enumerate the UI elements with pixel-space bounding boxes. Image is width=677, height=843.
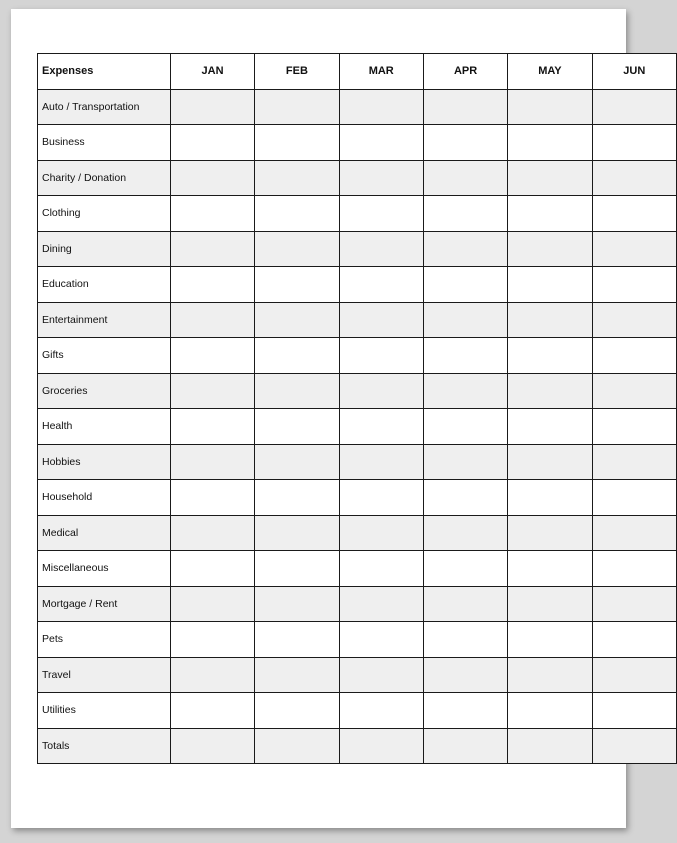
amount-cell-apr[interactable]	[423, 302, 507, 338]
amount-cell-may[interactable]	[508, 231, 592, 267]
amount-cell-jan[interactable]	[170, 551, 254, 587]
amount-cell-jan[interactable]	[170, 480, 254, 516]
amount-cell-mar[interactable]	[339, 622, 423, 658]
amount-cell-jun[interactable]	[592, 480, 676, 516]
table-row	[38, 302, 677, 338]
amount-cell-apr[interactable]	[423, 728, 507, 764]
amount-cell-jun[interactable]	[592, 586, 676, 622]
amount-cell-feb[interactable]	[255, 231, 339, 267]
amount-cell-mar[interactable]	[339, 728, 423, 764]
amount-cell-apr[interactable]	[423, 196, 507, 232]
table-row	[38, 338, 677, 374]
amount-cell-jun[interactable]	[592, 444, 676, 480]
amount-cell-apr[interactable]	[423, 373, 507, 409]
amount-cell-jan[interactable]	[170, 231, 254, 267]
amount-cell-apr[interactable]	[423, 160, 507, 196]
table-row	[38, 728, 677, 764]
amount-cell-apr[interactable]	[423, 231, 507, 267]
amount-cell-jan[interactable]	[170, 302, 254, 338]
amount-cell-jan[interactable]	[170, 409, 254, 445]
amount-cell-jun[interactable]	[592, 693, 676, 729]
table-row	[38, 125, 677, 161]
amount-cell-jun[interactable]	[592, 125, 676, 161]
amount-cell-jun[interactable]	[592, 89, 676, 125]
amount-cell-may[interactable]	[508, 338, 592, 374]
amount-cell-may[interactable]	[508, 302, 592, 338]
table-row	[38, 160, 677, 196]
amount-cell-may[interactable]	[508, 196, 592, 232]
amount-cell-jun[interactable]	[592, 231, 676, 267]
category-label: Household	[38, 480, 171, 516]
amount-cell-jun[interactable]	[592, 302, 676, 338]
amount-cell-apr[interactable]	[423, 125, 507, 161]
amount-cell-apr[interactable]	[423, 267, 507, 303]
amount-cell-feb[interactable]	[255, 338, 339, 374]
amount-cell-jun[interactable]	[592, 657, 676, 693]
category-label: Groceries	[38, 373, 171, 409]
amount-cell-jun[interactable]	[592, 338, 676, 374]
table-row	[38, 515, 677, 551]
amount-cell-mar[interactable]	[339, 480, 423, 516]
table-row	[38, 373, 677, 409]
amount-cell-mar[interactable]	[339, 231, 423, 267]
table-row	[38, 551, 677, 587]
amount-cell-apr[interactable]	[423, 586, 507, 622]
category-label: Gifts	[38, 338, 171, 374]
amount-cell-may[interactable]	[508, 551, 592, 587]
amount-cell-mar[interactable]	[339, 551, 423, 587]
category-label: Utilities	[38, 693, 171, 729]
category-label: Medical	[38, 515, 171, 551]
amount-cell-feb[interactable]	[255, 551, 339, 587]
amount-cell-may[interactable]	[508, 693, 592, 729]
amount-cell-mar[interactable]	[339, 338, 423, 374]
amount-cell-jan[interactable]	[170, 373, 254, 409]
amount-cell-may[interactable]	[508, 622, 592, 658]
amount-cell-feb[interactable]	[255, 409, 339, 445]
amount-cell-jan[interactable]	[170, 622, 254, 658]
amount-cell-apr[interactable]	[423, 89, 507, 125]
amount-cell-jan[interactable]	[170, 657, 254, 693]
amount-cell-apr[interactable]	[423, 551, 507, 587]
table-row	[38, 622, 677, 658]
category-label: Totals	[38, 728, 171, 764]
category-label: Miscellaneous	[38, 551, 171, 587]
amount-cell-jun[interactable]	[592, 160, 676, 196]
amount-cell-may[interactable]	[508, 125, 592, 161]
table-row	[38, 409, 677, 445]
month-header-jan: JAN	[170, 54, 254, 90]
amount-cell-apr[interactable]	[423, 693, 507, 729]
month-header-jun: JUN	[592, 54, 676, 90]
amount-cell-jan[interactable]	[170, 160, 254, 196]
amount-cell-feb[interactable]	[255, 693, 339, 729]
amount-cell-may[interactable]	[508, 728, 592, 764]
amount-cell-jan[interactable]	[170, 196, 254, 232]
table-row	[38, 196, 677, 232]
amount-cell-jun[interactable]	[592, 409, 676, 445]
category-label: Travel	[38, 657, 171, 693]
amount-cell-mar[interactable]	[339, 160, 423, 196]
amount-cell-feb[interactable]	[255, 728, 339, 764]
amount-cell-feb[interactable]	[255, 302, 339, 338]
amount-cell-feb[interactable]	[255, 586, 339, 622]
table-row	[38, 693, 677, 729]
category-label: Entertainment	[38, 302, 171, 338]
month-header-mar: MAR	[339, 54, 423, 90]
table-row	[38, 444, 677, 480]
amount-cell-mar[interactable]	[339, 267, 423, 303]
amount-cell-mar[interactable]	[339, 409, 423, 445]
amount-cell-jan[interactable]	[170, 693, 254, 729]
worksheet-page	[11, 9, 646, 828]
amount-cell-feb[interactable]	[255, 444, 339, 480]
category-label: Pets	[38, 622, 171, 658]
amount-cell-may[interactable]	[508, 480, 592, 516]
expenses-header: Expenses	[38, 54, 171, 90]
amount-cell-apr[interactable]	[423, 409, 507, 445]
amount-cell-mar[interactable]	[339, 302, 423, 338]
amount-cell-mar[interactable]	[339, 373, 423, 409]
amount-cell-may[interactable]	[508, 89, 592, 125]
category-label: Mortgage / Rent	[38, 586, 171, 622]
category-label: Health	[38, 409, 171, 445]
table-row	[38, 657, 677, 693]
category-label: Education	[38, 267, 171, 303]
table-row	[38, 89, 677, 125]
table-row	[38, 586, 677, 622]
amount-cell-feb[interactable]	[255, 657, 339, 693]
amount-cell-feb[interactable]	[255, 373, 339, 409]
category-label: Hobbies	[38, 444, 171, 480]
amount-cell-apr[interactable]	[423, 480, 507, 516]
amount-cell-feb[interactable]	[255, 89, 339, 125]
amount-cell-may[interactable]	[508, 160, 592, 196]
amount-cell-jun[interactable]	[592, 373, 676, 409]
amount-cell-may[interactable]	[508, 444, 592, 480]
category-label: Clothing	[38, 196, 171, 232]
table-row	[38, 231, 677, 267]
header-row	[38, 54, 677, 90]
amount-cell-mar[interactable]	[339, 657, 423, 693]
amount-cell-feb[interactable]	[255, 125, 339, 161]
amount-cell-jan[interactable]	[170, 515, 254, 551]
amount-cell-apr[interactable]	[423, 338, 507, 374]
expense-rows	[38, 89, 677, 764]
amount-cell-mar[interactable]	[339, 89, 423, 125]
amount-cell-jun[interactable]	[592, 267, 676, 303]
table-row	[38, 267, 677, 303]
amount-cell-jun[interactable]	[592, 622, 676, 658]
amount-cell-apr[interactable]	[423, 622, 507, 658]
amount-cell-mar[interactable]	[339, 444, 423, 480]
amount-cell-jun[interactable]	[592, 551, 676, 587]
amount-cell-may[interactable]	[508, 657, 592, 693]
amount-cell-jan[interactable]	[170, 338, 254, 374]
amount-cell-may[interactable]	[508, 586, 592, 622]
amount-cell-apr[interactable]	[423, 657, 507, 693]
amount-cell-mar[interactable]	[339, 693, 423, 729]
amount-cell-jan[interactable]	[170, 586, 254, 622]
amount-cell-may[interactable]	[508, 515, 592, 551]
amount-cell-feb[interactable]	[255, 515, 339, 551]
amount-cell-may[interactable]	[508, 373, 592, 409]
amount-cell-feb[interactable]	[255, 622, 339, 658]
category-label: Dining	[38, 231, 171, 267]
amount-cell-jun[interactable]	[592, 728, 676, 764]
table-row	[38, 480, 677, 516]
amount-cell-jan[interactable]	[170, 89, 254, 125]
amount-cell-may[interactable]	[508, 409, 592, 445]
amount-cell-jun[interactable]	[592, 515, 676, 551]
amount-cell-jun[interactable]	[592, 196, 676, 232]
amount-cell-feb[interactable]	[255, 160, 339, 196]
amount-cell-feb[interactable]	[255, 196, 339, 232]
category-label: Business	[38, 125, 171, 161]
amount-cell-apr[interactable]	[423, 444, 507, 480]
amount-cell-mar[interactable]	[339, 515, 423, 551]
category-label: Auto / Transportation	[38, 89, 171, 125]
amount-cell-mar[interactable]	[339, 196, 423, 232]
month-header-feb: FEB	[255, 54, 339, 90]
amount-cell-apr[interactable]	[423, 515, 507, 551]
month-header-may: MAY	[508, 54, 592, 90]
amount-cell-jan[interactable]	[170, 728, 254, 764]
amount-cell-may[interactable]	[508, 267, 592, 303]
amount-cell-mar[interactable]	[339, 125, 423, 161]
amount-cell-feb[interactable]	[255, 480, 339, 516]
amount-cell-mar[interactable]	[339, 586, 423, 622]
expense-table	[37, 53, 677, 764]
amount-cell-jan[interactable]	[170, 444, 254, 480]
amount-cell-feb[interactable]	[255, 267, 339, 303]
amount-cell-jan[interactable]	[170, 125, 254, 161]
month-header-apr: APR	[423, 54, 507, 90]
category-label: Charity / Donation	[38, 160, 171, 196]
amount-cell-jan[interactable]	[170, 267, 254, 303]
